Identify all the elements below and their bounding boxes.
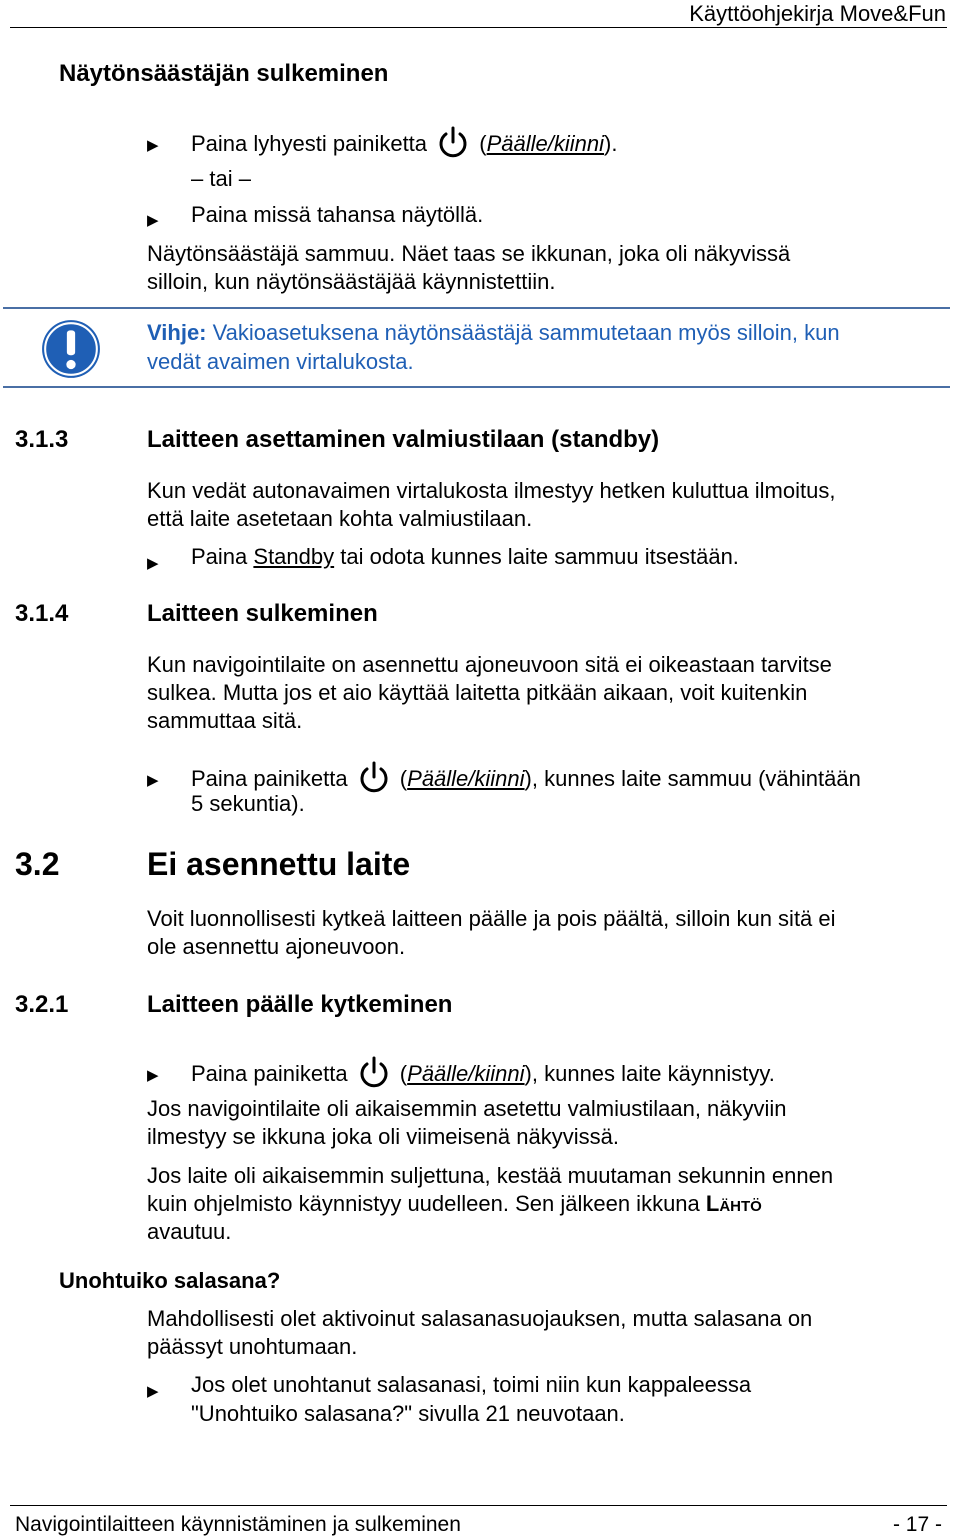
- sec321-p2-line2: kuin ohjelmisto käynnistyy uudelleen. Sen jälkeen ikkuna Lähtö: [147, 1191, 762, 1216]
- power-icon: [356, 1055, 392, 1091]
- triangle-right-icon: ▶: [147, 555, 159, 572]
- power-button-link[interactable]: Päälle/kiinni: [486, 131, 605, 156]
- forgot-step-line2: "Unohtuiko salasana?" sivulla 21 neuvotaan.: [191, 1401, 625, 1426]
- power-button-link[interactable]: Päälle/kiinni: [407, 1061, 525, 1086]
- forgot-line1: Mahdollisesti olet aktivoinut salasanasuojauksen, mutta salasana on: [147, 1306, 813, 1331]
- section-title: Laitteen sulkeminen: [147, 600, 378, 627]
- forgot-line2: päässyt unohtumaan.: [147, 1334, 358, 1359]
- screensaver-heading: Näytönsäästäjän sulkeminen: [59, 60, 389, 87]
- forgot-step-line1: Jos olet unohtanut salasanasi, toimi niin kun kappaleessa: [191, 1372, 752, 1397]
- sec313-step: Paina Standby tai odota kunnes laite sammuu itsestään.: [191, 544, 739, 569]
- note-bottom-rule: [3, 386, 950, 388]
- sec314-step-line2: 5 sekuntia).: [191, 791, 305, 816]
- note-text-line1: Vihje: Vakioasetuksena näytönsäästäjä sammutetaan myös silloin, kun: [147, 320, 840, 345]
- sec321-p1-line1: Jos navigointilaite oli aikaisemmin asetettu valmiustilaan, näkyviin: [147, 1096, 787, 1121]
- chapter-number: 3.2: [15, 846, 60, 882]
- exclamation-icon: [40, 318, 102, 380]
- or-separator: – tai –: [191, 166, 251, 191]
- sec321-step: Paina painiketta (Päälle/kiinni), kunnes laite käynnistyy.: [191, 1055, 951, 1091]
- sec313-line2: että laite asetetaan kohta valmiustilaan.: [147, 506, 533, 531]
- triangle-right-icon: ▶: [147, 1383, 159, 1400]
- screensaver-result-line1: Näytönsäästäjä sammuu. Näet taas se ikkunan, joka oli näkyvissä: [147, 241, 791, 266]
- power-icon: [435, 125, 471, 161]
- section-number: 3.1.4: [15, 600, 69, 627]
- triangle-right-icon: ▶: [147, 772, 159, 789]
- chapter-title: Ei asennettu laite: [147, 846, 411, 882]
- screensaver-step1: Paina lyhyesti painiketta (Päälle/kiinni).: [191, 125, 617, 161]
- section-number: 3.1.3: [15, 426, 69, 453]
- note-top-rule: [3, 307, 950, 309]
- header-rule: [10, 27, 947, 28]
- sec314-line3: sammuttaa sitä.: [147, 708, 303, 733]
- section-title: Laitteen asettaminen valmiustilaan (standby): [147, 426, 660, 453]
- sec314-line2: sulkea. Mutta jos et aio käyttää laitetta pitkään aikaan, voit kuitenkin: [147, 680, 808, 705]
- sec314-line1: Kun navigointilaite on asennettu ajoneuvoon sitä ei oikeastaan tarvitse: [147, 652, 832, 677]
- standby-button-link[interactable]: Standby: [253, 544, 335, 569]
- footer-rule: [10, 1505, 947, 1506]
- sec321-p2-line1: Jos laite oli aikaisemmin suljettuna, kestää muutaman sekunnin ennen: [147, 1163, 834, 1188]
- footer-page-number: - 17 -: [892, 1513, 942, 1536]
- triangle-right-icon: ▶: [147, 1067, 159, 1084]
- section-title: Laitteen päälle kytkeminen: [147, 991, 453, 1018]
- sec321-p2-line3: avautuu.: [147, 1219, 232, 1244]
- section-number: 3.2.1: [15, 991, 69, 1018]
- footer-chapter: Navigointilaitteen käynnistäminen ja sulkeminen: [15, 1513, 461, 1536]
- sec32-line1: Voit luonnollisesti kytkeä laitteen päälle ja pois päältä, silloin kun sitä ei: [147, 906, 836, 931]
- sec321-p1-line2: ilmestyy se ikkuna joka oli viimeisenä näkyvissä.: [147, 1124, 619, 1149]
- note-text-line2: vedät avaimen virtalukosta.: [147, 349, 414, 374]
- sec32-line2: ole asennettu ajoneuvoon.: [147, 934, 406, 959]
- triangle-right-icon: ▶: [147, 212, 159, 229]
- power-button-link[interactable]: Päälle/kiinni: [407, 766, 525, 791]
- sec314-step: Paina painiketta (Päälle/kiinni), kunnes laite sammuu (vähintään: [191, 760, 951, 796]
- sec313-line1: Kun vedät autonavaimen virtalukosta ilmestyy hetken kuluttua ilmoitus,: [147, 478, 836, 503]
- screensaver-result-line2: silloin, kun näytönsäästäjää käynnistettiin.: [147, 269, 556, 294]
- window-name: Lähtö: [705, 1191, 762, 1216]
- screensaver-step2: Paina missä tahansa näytöllä.: [191, 202, 484, 227]
- power-icon: [356, 760, 392, 796]
- forgot-heading: Unohtuiko salasana?: [59, 1268, 281, 1293]
- header-doc-title: Käyttöohjekirja Move&Fun: [689, 1, 946, 26]
- triangle-right-icon: ▶: [147, 137, 159, 154]
